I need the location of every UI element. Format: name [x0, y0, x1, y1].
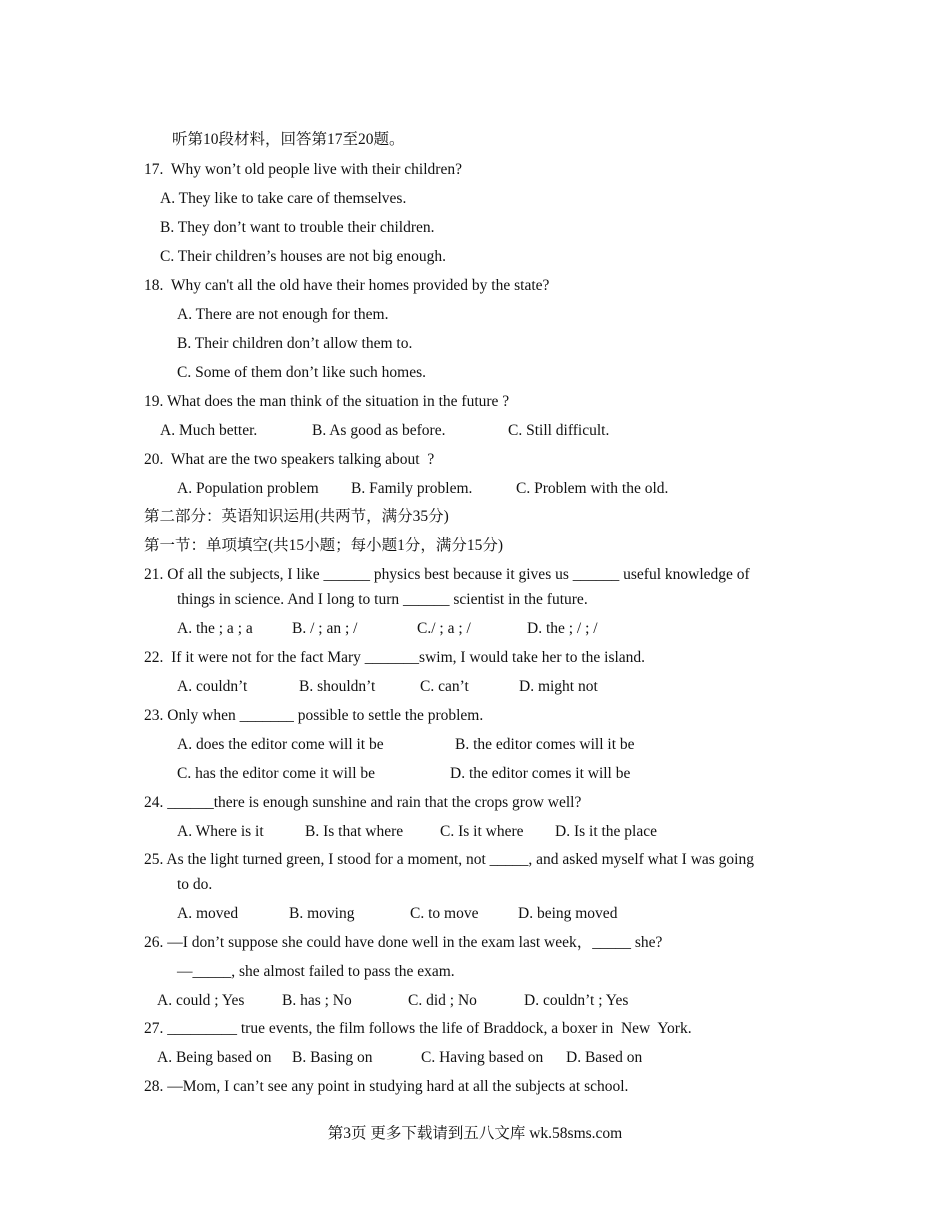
question-27-option-b: B. Basing on [292, 1049, 373, 1066]
question-19-option-c: C. Still difficult. [508, 422, 610, 439]
question-25-option-a: A. moved [177, 905, 239, 922]
question-19-option-b: B. As good as before. [312, 422, 446, 439]
question-26-option-a: A. could ; Yes [157, 992, 245, 1009]
question-20-option-a: A. Population problem [177, 480, 319, 497]
question-22-option-a: A. couldn’t [177, 678, 248, 695]
question-18-stem: 18. Why can't all the old have their homes provided by the state? [144, 277, 550, 294]
question-26-stem-line-1: 26. —I don’t suppose she could have done well in the exam last week，_____ she? [144, 934, 663, 951]
question-24-option-a: A. Where is it [177, 823, 264, 840]
question-20-option-b: B. Family problem. [351, 480, 473, 497]
question-21-option-a: A. the ; a ; a [177, 620, 253, 637]
question-26-option-d: D. couldn’t ; Yes [524, 992, 629, 1009]
question-24-option-c: C. Is it where [440, 823, 524, 840]
question-17-stem: 17. Why won’t old people live with their children? [144, 161, 462, 178]
question-21-option-d: D. the ; / ; / [527, 620, 598, 637]
question-20-stem: 20. What are the two speakers talking about ? [144, 451, 435, 468]
question-17-option-a: A. They like to take care of themselves. [160, 190, 407, 207]
question-25-stem-line-2: to do. [177, 876, 213, 893]
question-21-option-c: C./ ; a ; / [417, 620, 471, 637]
question-23-option-b: B. the editor comes will it be [455, 736, 635, 753]
question-20-option-c: C. Problem with the old. [516, 480, 669, 497]
question-27-stem: 27. _________ true events, the film follows the life of Braddock, a boxer in New York. [144, 1020, 692, 1037]
question-28-stem: 28. —Mom, I can’t see any point in studying hard at all the subjects at school. [144, 1078, 629, 1095]
question-25-option-b: B. moving [289, 905, 355, 922]
question-24-stem: 24. ______there is enough sunshine and rain that the crops grow well? [144, 794, 582, 811]
question-24-option-d: D. Is it the place [555, 823, 658, 840]
part-2-heading: 第二部分：英语知识运用(共两节，满分35分) [144, 508, 449, 525]
question-25-stem-line-1: 25. As the light turned green, I stood for a moment, not _____, and asked myself what I was going [144, 851, 754, 868]
question-17-option-b: B. They don’t want to trouble their children. [160, 219, 435, 236]
question-23-stem: 23. Only when _______ possible to settle the problem. [144, 707, 484, 724]
question-23-option-c: C. has the editor come it will be [177, 765, 376, 782]
question-27-option-d: D. Based on [566, 1049, 643, 1066]
page-footer: 第3页 更多下载请到五八文库 wk.58sms.com [327, 1125, 623, 1142]
question-26-option-c: C. did ; No [408, 992, 477, 1009]
question-27-option-a: A. Being based on [157, 1049, 272, 1066]
question-19-stem: 19. What does the man think of the situation in the future ? [144, 393, 510, 410]
question-19-option-a: A. Much better. [160, 422, 258, 439]
section-1-heading: 第一节：单项填空(共15小题；每小题1分，满分15分) [144, 537, 504, 554]
question-18-option-b: B. Their children don’t allow them to. [177, 335, 413, 352]
question-17-option-c: C. Their children’s houses are not big enough. [160, 248, 446, 265]
question-22-stem: 22. If it were not for the fact Mary _______swim, I would take her to the island. [144, 649, 646, 666]
question-25-option-c: C. to move [410, 905, 479, 922]
question-24-option-b: B. Is that where [305, 823, 404, 840]
question-21-stem-line-2: things in science. And I long to turn ______ scientist in the future. [177, 591, 588, 608]
question-23-option-d: D. the editor comes it will be [450, 765, 631, 782]
question-21-stem-line-1: 21. Of all the subjects, I like ______ physics best because it gives us ______ useful knowledge of [144, 566, 750, 583]
question-26-stem-line-2: —_____, she almost failed to pass the exam. [177, 963, 455, 980]
question-21-option-b: B. / ; an ; / [292, 620, 358, 637]
question-18-option-c: C. Some of them don’t like such homes. [177, 364, 426, 381]
section-intro: 听第10段材料，回答第17至20题。 [172, 131, 405, 148]
question-26-option-b: B. has ; No [282, 992, 352, 1009]
question-25-option-d: D. being moved [518, 905, 618, 922]
question-23-option-a: A. does the editor come will it be [177, 736, 384, 753]
question-18-option-a: A. There are not enough for them. [177, 306, 389, 323]
question-22-option-b: B. shouldn’t [299, 678, 376, 695]
question-22-option-d: D. might not [519, 678, 598, 695]
question-27-option-c: C. Having based on [421, 1049, 544, 1066]
question-22-option-c: C. can’t [420, 678, 469, 695]
